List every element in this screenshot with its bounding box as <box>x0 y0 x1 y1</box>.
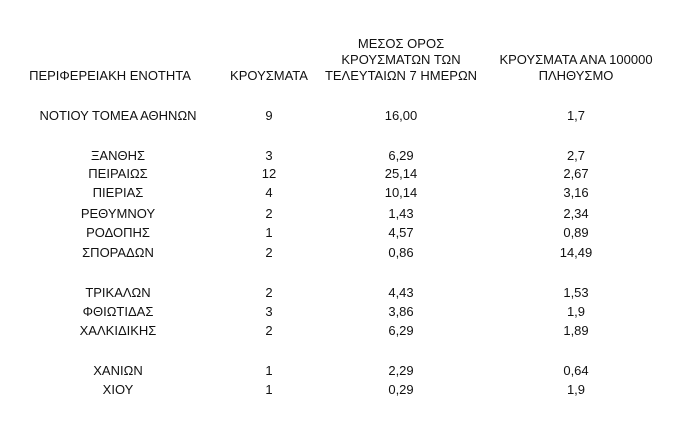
table-row <box>0 362 674 380</box>
cell-cases: 1 <box>265 225 273 240</box>
header-avg-line-3: ΤΕΛΕΥΤΑΙΩΝ 7 ΗΜΕΡΩΝ <box>324 68 478 83</box>
cell-cases: 12 <box>261 166 277 181</box>
cell-cases: 3 <box>265 304 273 319</box>
cell-per100k: 1,53 <box>563 285 589 300</box>
cell-avg7: 4,43 <box>388 285 414 300</box>
cell-avg7: 10,14 <box>384 185 418 200</box>
cell-region: ΞΑΝΘΗΣ <box>90 148 146 163</box>
table-row <box>0 303 674 321</box>
table-row <box>0 165 674 183</box>
cell-per100k: 2,34 <box>563 206 589 221</box>
cell-region: ΦΘΙΩΤΙΔΑΣ <box>82 304 154 319</box>
cell-region: ΧΑΝΙΩΝ <box>93 363 143 378</box>
cell-per100k: 2,67 <box>563 166 589 181</box>
cell-cases: 3 <box>265 148 273 163</box>
cell-region: ΧΑΛΚΙΔΙΚΗΣ <box>79 323 157 338</box>
cell-cases: 1 <box>265 363 273 378</box>
cell-cases: 2 <box>265 323 273 338</box>
table-row <box>0 284 674 302</box>
header-cases-per-100k <box>484 52 668 84</box>
cell-region: ΠΙΕΡΙΑΣ <box>92 185 144 200</box>
cell-cases: 4 <box>265 185 273 200</box>
cell-avg7: 6,29 <box>388 148 414 163</box>
cell-per100k: 1,9 <box>566 304 586 319</box>
cell-per100k: 1,9 <box>566 382 586 397</box>
header-per-line-1: ΚΡΟΥΣΜΑΤΑ ΑΝΑ 100000 <box>499 52 653 67</box>
header-avg-line-2: ΚΡΟΥΣΜΑΤΩΝ ΤΩΝ <box>341 52 461 67</box>
cell-per100k: 14,49 <box>559 245 593 260</box>
cell-per100k: 0,64 <box>563 363 589 378</box>
cell-region: ΡΟΔΟΠΗΣ <box>86 225 150 240</box>
header-avg-7-days <box>320 36 482 84</box>
cell-region: ΝΟΤΙΟΥ ΤΟΜΕΑ ΑΘΗΝΩΝ <box>39 108 197 123</box>
cell-avg7: 0,29 <box>388 382 414 397</box>
table-row <box>0 322 674 340</box>
table-row <box>0 224 674 242</box>
cell-region: ΣΠΟΡΑΔΩΝ <box>82 245 154 260</box>
header-per-line-2: ΠΛΗΘΥΣΜΟ <box>538 68 614 83</box>
cell-cases: 2 <box>265 285 273 300</box>
cell-cases: 1 <box>265 382 273 397</box>
cell-avg7: 1,43 <box>388 206 414 221</box>
table-row <box>0 381 674 399</box>
cell-avg7: 16,00 <box>384 108 418 123</box>
table-row <box>0 205 674 223</box>
table-row <box>0 147 674 165</box>
cell-per100k: 2,7 <box>566 148 586 163</box>
cell-per100k: 3,16 <box>563 185 589 200</box>
header-region: ΠΕΡΙΦΕΡΕΙΑΚΗ ΕΝΟΤΗΤΑ <box>29 68 191 83</box>
table-row <box>0 184 674 202</box>
cell-avg7: 25,14 <box>384 166 418 181</box>
header-cases: ΚΡΟΥΣΜΑΤΑ <box>230 68 308 83</box>
cell-cases: 9 <box>265 108 273 123</box>
cell-avg7: 2,29 <box>388 363 414 378</box>
cell-region: ΡΕΘΥΜΝΟΥ <box>80 206 156 221</box>
cell-region: ΠΕΙΡΑΙΩΣ <box>88 166 148 181</box>
cell-avg7: 3,86 <box>388 304 414 319</box>
cell-cases: 2 <box>265 206 273 221</box>
cell-per100k: 1,89 <box>563 323 589 338</box>
table-row <box>0 107 674 125</box>
header-avg-line-1: ΜΕΣΟΣ ΟΡΟΣ <box>357 36 445 51</box>
cell-avg7: 6,29 <box>388 323 414 338</box>
cell-avg7: 0,86 <box>388 245 414 260</box>
cell-region: ΧΙΟΥ <box>102 382 134 397</box>
cell-cases: 2 <box>265 245 273 260</box>
cell-per100k: 0,89 <box>563 225 589 240</box>
table-row <box>0 244 674 262</box>
cell-avg7: 4,57 <box>388 225 414 240</box>
cell-region: ΤΡΙΚΑΛΩΝ <box>85 285 151 300</box>
cell-per100k: 1,7 <box>566 108 586 123</box>
